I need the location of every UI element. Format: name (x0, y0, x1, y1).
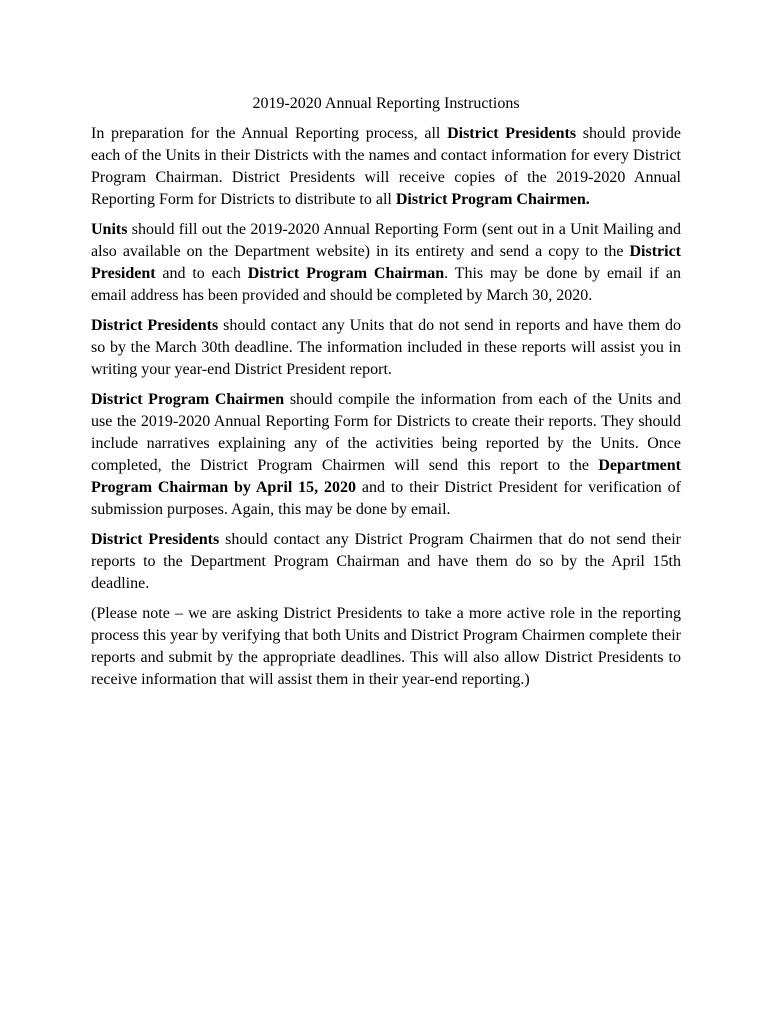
text-run: and to each (155, 265, 248, 282)
text-run: (Please note – we are asking District Presidents to take a more active role in the reporting process this year by verifying that both Units and District Program Chairmen complete their reports and submit by the appropriate deadlines. This will also allow District Presidents to receive information that will assist them in their year-end reporting.) (91, 605, 681, 688)
document-page (91, 93, 681, 699)
bold-text: District Presidents (91, 317, 219, 334)
bold-text: District President (91, 243, 681, 282)
bold-text: Department Program Chairman by April 15, 2020 (91, 457, 681, 496)
paragraph (91, 603, 681, 691)
document-body (91, 123, 681, 691)
bold-text: District Program Chairmen (91, 391, 285, 408)
paragraph (91, 315, 681, 381)
bold-text: District Program Chairmen. (395, 191, 590, 208)
text-run: should fill out the 2019-2020 Annual Reporting Form (sent out in a Unit Mailing and also available on the Department website) in its entirety and send a copy to the (91, 221, 681, 260)
paragraph (91, 529, 681, 595)
bold-text: District Presidents (447, 125, 577, 142)
text-run: . This may be done by email if an email address has been provided and should be completed by March 30, 2020. (91, 265, 681, 304)
text-run: and to their District President for verification of submission purposes. Again, this may be done by email. (91, 479, 681, 518)
text-run: should provide each of the Units in their Districts with the names and contact information for every District Program Chairman. District Presidents will receive copies of the 2019-2020 Annual Reporting Form for Districts to distribute to all (91, 125, 682, 208)
bold-text: District Program Chairman (247, 265, 445, 282)
text-run: should compile the information from each of the Units and use the 2019-2020 Annual Reporting Form for Districts to create their reports. They should include narratives explaining any of the activities being reported by the Units. Once completed, the District Program Chairmen will send this report to the (91, 391, 681, 474)
text-run: In preparation for the Annual Reporting process, all (91, 125, 448, 142)
document-title: 2019-2020 Annual Reporting Instructions (252, 95, 520, 112)
text-run: should contact any District Program Chairmen that do not send their reports to the Department Program Chairman and have them do so by the April 15th deadline. (91, 531, 681, 592)
bold-text: Units (91, 221, 128, 238)
paragraph (91, 389, 681, 521)
text-run: should contact any Units that do not send in reports and have them do so by the March 30th deadline. The information included in these reports will assist you in writing your year-end District President report. (91, 317, 682, 378)
bold-text: District Presidents (91, 531, 220, 548)
paragraph (91, 123, 681, 211)
paragraph (91, 219, 681, 307)
